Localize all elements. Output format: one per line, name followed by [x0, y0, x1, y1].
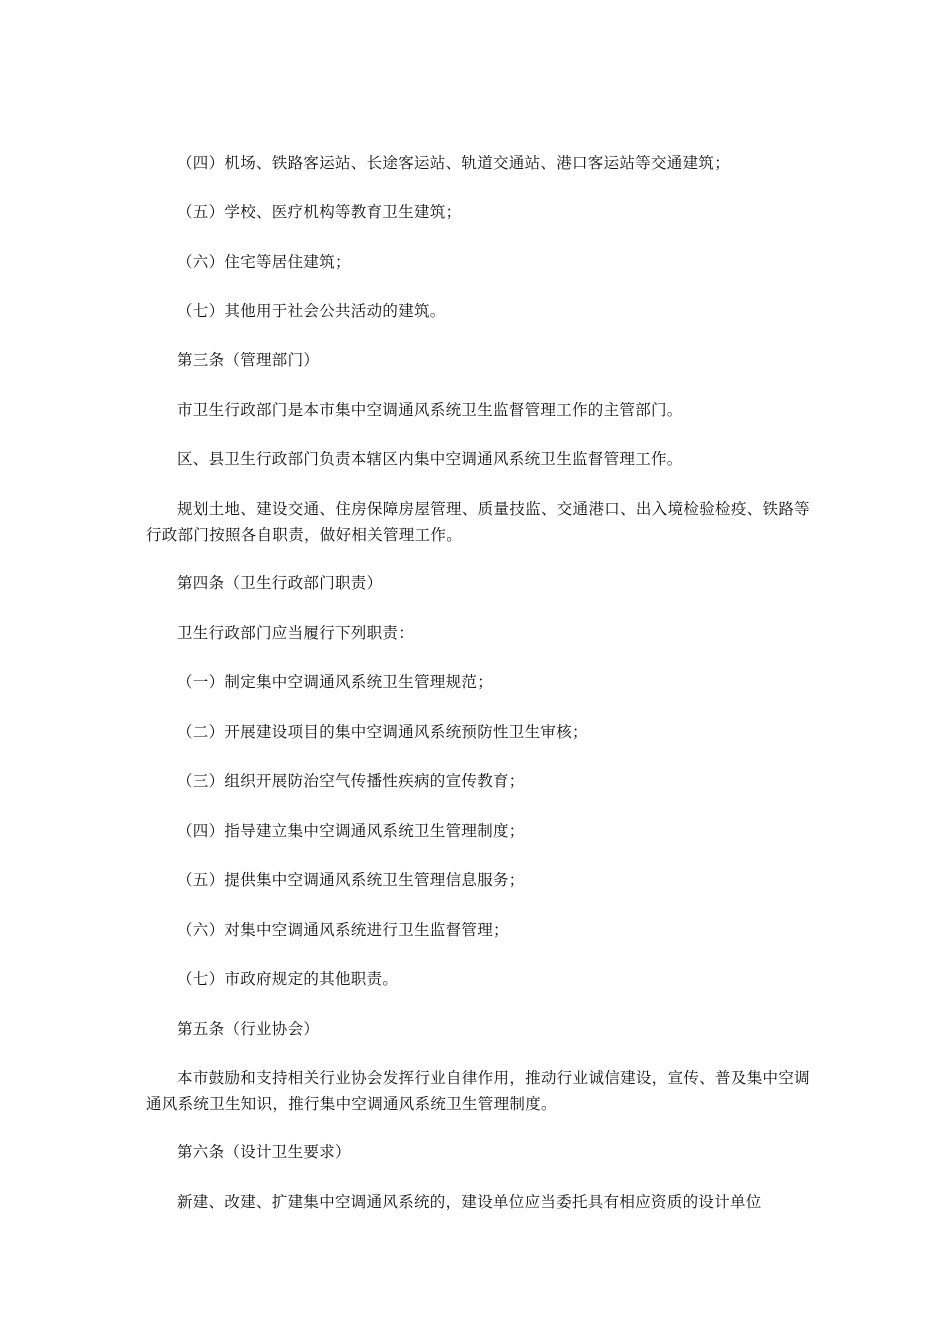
paragraph-duty-6: （六）对集中空调通风系统进行卫生监督管理； [177, 921, 509, 939]
paragraph-item-5-education: （五）学校、医疗机构等教育卫生建筑； [177, 203, 462, 221]
paragraph-duties-intro: 卫生行政部门应当履行下列职责： [177, 624, 415, 642]
article-5-heading: 第五条（行业协会） [177, 1020, 320, 1038]
paragraph-duty-2: （二）开展建设项目的集中空调通风系统预防性卫生审核； [177, 723, 588, 741]
article-3-heading: 第三条（管理部门） [177, 351, 320, 369]
paragraph-duty-4: （四）指导建立集中空调通风系统卫生管理制度； [177, 822, 525, 840]
paragraph-duty-1: （一）制定集中空调通风系统卫生管理规范； [177, 673, 494, 691]
paragraph-item-4-transport: （四）机场、铁路客运站、长途客运站、轨道交通站、港口客运站等交通建筑； [177, 154, 731, 172]
paragraph-item-6-residential: （六）住宅等居住建筑； [177, 253, 351, 271]
paragraph-other-departments: 规划土地、建设交通、住房保障房屋管理、质量技监、交通港口、出入境检验检疫、铁路等行政部门按照各自职责，做好相关管理工作。 [146, 500, 810, 544]
paragraph-district-department: 区、县卫生行政部门负责本辖区内集中空调通风系统卫生监督管理工作。 [177, 450, 683, 468]
paragraph-duty-7: （七）市政府规定的其他职责。 [177, 970, 399, 988]
paragraph-duty-3: （三）组织开展防治空气传播性疾病的宣传教育； [177, 772, 525, 790]
article-4-heading: 第四条（卫生行政部门职责） [177, 574, 383, 592]
paragraph-design-requirements: 新建、改建、扩建集中空调通风系统的，建设单位应当委托具有相应资质的设计单位 [177, 1193, 762, 1211]
article-6-heading: 第六条（设计卫生要求） [177, 1143, 351, 1161]
paragraph-city-department: 市卫生行政部门是本市集中空调通风系统卫生监督管理工作的主管部门。 [177, 401, 683, 419]
paragraph-industry-association: 本市鼓励和支持相关行业协会发挥行业自律作用，推动行业诚信建设，宣传、普及集中空调通风系统卫生知识，推行集中空调通风系统卫生管理制度。 [146, 1069, 810, 1113]
paragraph-item-7-public: （七）其他用于社会公共活动的建筑。 [177, 302, 446, 320]
paragraph-duty-5: （五）提供集中空调通风系统卫生管理信息服务； [177, 871, 525, 889]
